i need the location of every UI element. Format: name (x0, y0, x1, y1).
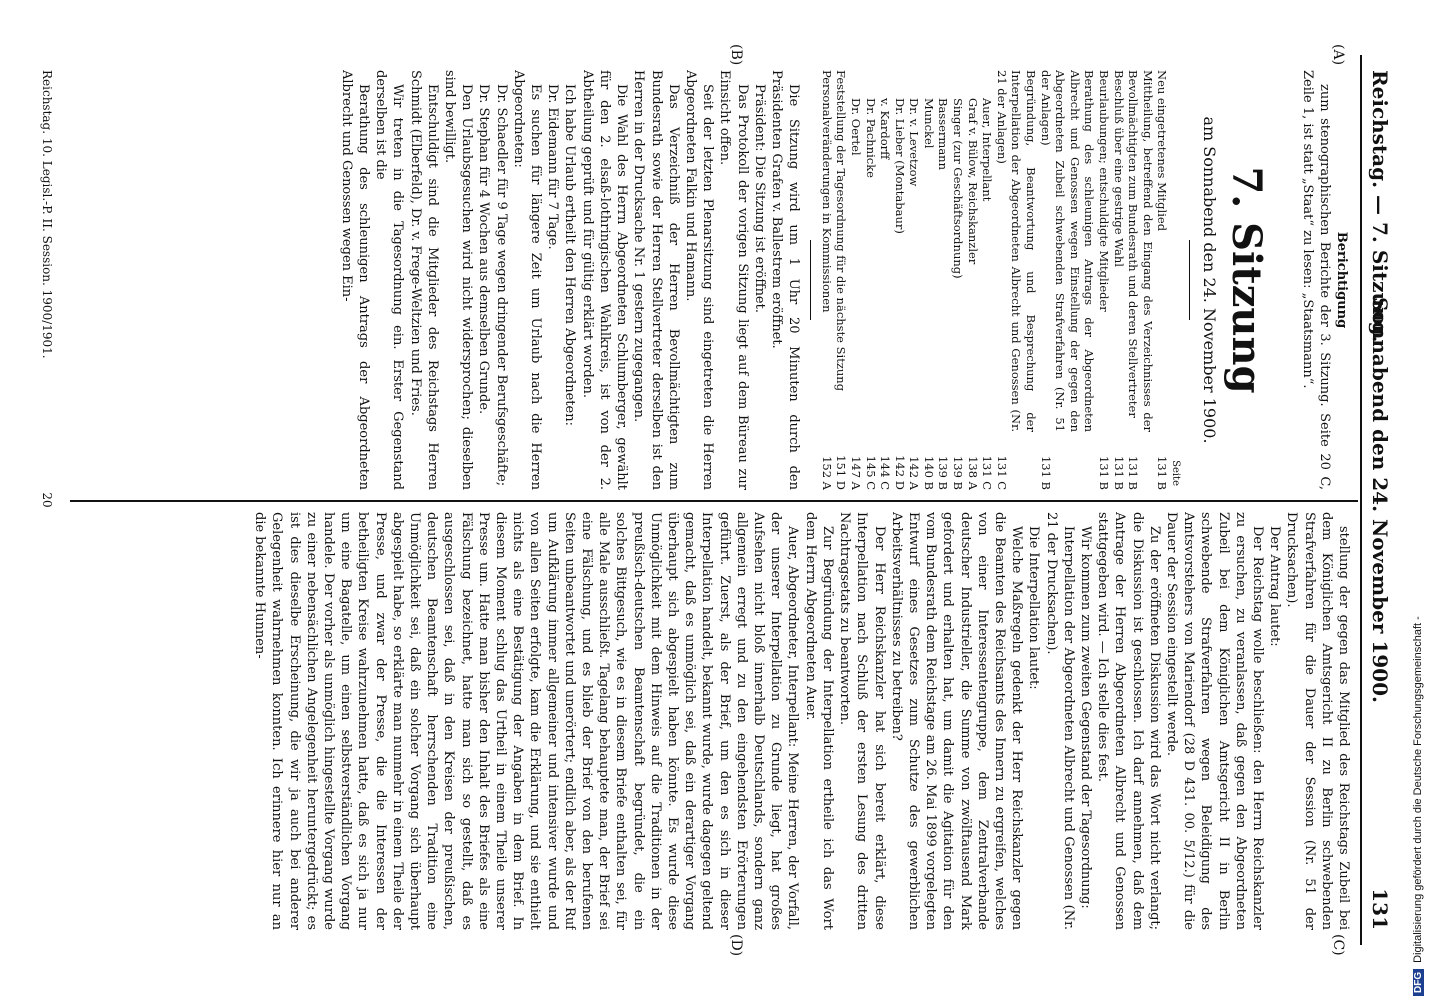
toc-row (1126, 70, 1155, 490)
title-rule (1189, 240, 1190, 320)
toc-entry-text: Dr. Lieber (Montabaur) (892, 98, 907, 234)
correction-title: Berichtigung (1334, 231, 1349, 329)
toc-entry-text: Beurlaubungen; entschuldigte Mitglieder (1097, 70, 1112, 312)
toc-row (907, 70, 922, 490)
paragraph: Wir kommen zum zweiten Gegenstand der Tagesordnung: (1077, 526, 1093, 909)
toc-entry-page: 138 A (965, 456, 980, 490)
margin-mark-b: (B) (728, 44, 744, 66)
toc-row (1038, 70, 1096, 490)
toc-entry-page: 152 A (819, 456, 834, 490)
left-column (60, 70, 1352, 490)
toc-entry-page: 142 D (892, 455, 907, 490)
paragraph: Zu der eröffneten Diskussion wird das Wort nicht verlangt; die Diskussion ist geschlossen. Ich darf annehmen, daß dem Antrage der Herren Abgeordneten Albrecht und Genossen stattgegeben wird. — Ich stelle dies fest. (1095, 512, 1162, 930)
correction-text: zum stenographischen Berichte der 3. Sitzung. Seite 20 C, Zeile 1, ist statt „Staat“ zu lesen: „Staatsmann“. (1299, 70, 1332, 490)
toc-row (994, 70, 1038, 490)
toc-entry-text: Berathung des schleunigen Antrags der Abgeordneten Albrecht und Genossen wegen Einstellung der gegen den Abgeordneten Zubeil schwebenden Strafverfahren (Nr. 51 der Anlagen) (1038, 70, 1097, 432)
footer-page-number: 20 (40, 492, 54, 508)
toc-entry-text: Beschluß über eine gestrige Wahl (1111, 70, 1126, 267)
toc-entry-text: Dr. Pachnicke (863, 98, 878, 178)
toc-entry-page: 131 B (1111, 455, 1126, 490)
toc-row (1111, 70, 1126, 490)
paragraph: Die Sitzung wird um 1 Uhr 20 Minuten durch den Präsidenten Grafen v. Ballestrem eröffnet. (768, 70, 802, 490)
paragraph: Ich habe Urlaub ertheilt den Herren Abgeordneten: (562, 84, 578, 426)
header-date: Sonnabend den 24. November 1900. (1368, 297, 1392, 703)
margin-mark-a: (A) (1330, 44, 1346, 66)
dfg-logo: DFG (1413, 969, 1424, 996)
margin-mark-c: (C) (1330, 934, 1346, 956)
toc-entry-text: Dr. Oertel (848, 98, 863, 156)
paragraph: Der Herr Reichskanzler hat sich bereit erklärt, diese Interpellation nach Schluß der ersten Lesung des dritten Nachtragsetats zu beantworten. (837, 512, 887, 930)
toc-entry-page: 147 A (848, 456, 863, 490)
toc-entry-text: Dr. v. Levetzow (907, 98, 922, 187)
toc-row (936, 70, 951, 490)
paragraph: stellung der gegen das Mitglied des Reichstags Zubeil bei dem Königlichen Amtsgericht II zu Berlin schwebenden Strafverfahren für die Dauer der Session (Nr. 51 der Drucksachen). (1284, 512, 1351, 930)
session-title: 7. Sitzung (1223, 166, 1271, 394)
toc-entry-page: 131 B (1126, 455, 1141, 490)
dfg-credit (1412, 0, 1430, 996)
column-divider (70, 500, 1358, 502)
toc-entry-text: Personalveränderungen in Kommissionen (819, 70, 834, 313)
paragraph: Berathung des schleunigen Antrags der Abgeordneten Albrecht und Genossen wegen Ein- (338, 70, 372, 490)
paragraph: Es suchen für längere Zeit um Urlaub nach die Herren Abgeordneten: (510, 70, 544, 490)
dfg-credit-strip (1408, 0, 1434, 1000)
paragraph: Der Reichstag wolle beschließen: den Herrn Reichskanzler zu ersuchen, zu veranlassen, daß gegen den Abgeordneten Zubeil bei dem Königlichen Amtsgericht II in Berlin schwebende Strafverfahren wegen Beleidigung des Amtsvorstehers von Mariendorf (28 D 431. 00. 5/12.) für die Dauer der Session eingestellt werde. (1163, 512, 1265, 930)
toc-row (980, 70, 995, 490)
paragraph: Interpellation der Abgeordneten Albrecht und Genossen (Nr. 21 der Drucksachen). (1043, 512, 1076, 930)
toc-row (878, 70, 893, 490)
paragraph: Auer, Abgeordneter, Interpellant: Meine Herren, der Vorfall, der unserer Interpellation zu Grunde liegt, hat großes Aufsehen nicht bloß innerhalb Deutschlands, sondern ganz allgemein erregt und zu den eingehendsten Erörterungen geführt. Zuerst, als der Brief, um den es sich in dieser Interpellation handelt, bekannt wurde, wurde dagegen geltend gemacht, daß es unmöglich sei, daß ein derartiger Vorgang überhaupt sich abgespielt haben könnte. Es wurde diese Unmöglichkeit mit dem Hinweis auf die Traditionen in der preußisch-deutschen Beamtenschaft begründet, die ein solches Bittgesuch, wie es in diesem Briefe enthalten sei, für alle Male ausschließt. Tagelang behauptete man, der Brief sei eine Fälschung, und es blieb der Brief von den berufenen Seiten unbeantwortet und unerörtert; endlich aber, als der Ruf um Aufklärung immer allgemeiner und intensiver wurde und von allen Seiten erfolgte, kam die Erklärung, und sie enthielt nichts als eine Bestätigung der Angaben in dem Brief. In diesem Moment schlug das Urtheil in einem Theile unserer Presse um. Hatte man bisher den Inhalt des Briefes als eine Fälschung bezeichnet, hatte man sich so gestellt, daß es ausgeschlossen sei, daß in den Kreisen der preußischen, deutschen Beamtenschaft herrschenden Tradition eine Unmöglichkeit sei, daß ein solcher Vorgang sich überhaupt abgespielt habe, so erklärte man nunmehr in einem Theile der Presse, und zwar der Presse, die die Interessen der betheiligten Kreise wahrzunehmen hatte, daß es sich ja nur um eine Bagatelle, um einen selbstverständlichen Vorgang handele. Der vorher als unmöglich hingestellte Vorgang wurde zu einer nebensächlichen Angelegenheit heruntergedrückt; es ist dies dieselbe Erscheinung, die wir ja auch bei anderer Gelegenheit wahrnehmen konnten. Ich erinnere hier nur an die bekannte Hunnen- (252, 512, 801, 930)
toc-row (863, 70, 878, 490)
toc-entry-page: 131 B (1155, 455, 1170, 490)
paragraph: Das Protokoll der vorigen Sitzung liegt auf dem Büreau zur Einsicht offen. (717, 70, 750, 490)
paragraph: Präsident: Die Sitzung ist eröffnet. (751, 84, 767, 313)
toc-entry-page: 144 C (878, 455, 893, 490)
margin-mark-d: (D) (728, 934, 744, 957)
paragraph: Die Wahl des Herrn Abgeordneten Schlumberger, gewählt für den 2. elsaß-lothringischen Wahlkreis, ist von der 2. Abtheilung geprüft und für gültig erklärt worden. (579, 70, 630, 490)
toc-page-heading: Seite (1170, 460, 1182, 486)
toc-row (1096, 70, 1111, 490)
paragraph: Die Interpellation lautet: (1026, 526, 1042, 690)
header-page-number: 131 (1368, 888, 1392, 930)
toc-row (819, 70, 834, 490)
running-header (1364, 70, 1392, 930)
paragraph: Dr. Schaedler für 9 Tage wegen dringender Berufsgeschäfte; (493, 84, 509, 487)
toc-entry-text: Singer (zur Geschäftsordnung) (951, 98, 966, 279)
paragraph: Dr. Eidemann für 7 Tage. (545, 84, 561, 250)
paragraph: Der Antrag lautet: (1267, 526, 1283, 647)
toc-entry-page: 139 B (936, 455, 951, 490)
header-left: Reichstag. — 7. Sitzung. (1368, 70, 1392, 343)
toc-entry-page: 131 B (1038, 455, 1053, 490)
toc-entry-text: Auer, Interpellant (980, 98, 995, 202)
toc-list (819, 70, 1169, 490)
paragraph: Zur Begründung der Interpellation ertheile ich das Wort dem Herrn Abgeordneten Auer. (802, 512, 835, 930)
table-of-contents (819, 70, 1181, 490)
toc-row (965, 70, 980, 490)
paragraph: Wir treten in die Tagesordnung ein. Erster Gegenstand derselben ist die (373, 70, 406, 490)
toc-entry-page: 142 A (907, 456, 922, 490)
toc-entry-page: 139 B (951, 455, 966, 490)
toc-entry-page: 131 C (994, 455, 1009, 490)
toc-entry-page: 131 B (1097, 455, 1112, 490)
toc-entry-text: Mittheilung, betreffend den Eingang des Verzeichnisses der Bevollmächtigten zum Bundesrath und deren Stellvertreter (1126, 70, 1155, 432)
toc-row (848, 70, 863, 490)
toc-row (921, 70, 936, 490)
paragraph: Das Verzeichniß der Herren Bevollmächtigten zum Bundesrath sowie der Herren Stellvertreter derselben ist den Herren in der Drucksache Nr. 1 gestern zugegangen. (631, 70, 681, 490)
session-date: am Sonnabend den 24. November 1900. (1200, 116, 1220, 444)
dfg-credit-text: Digitalisierung gefördert durch die Deutsche Forschungsgemeinschaft - (1412, 616, 1424, 963)
toc-entry-page: 145 C (863, 455, 878, 490)
toc-entry-text: v. Kardorff (878, 98, 893, 160)
toc-row (1155, 70, 1170, 490)
paragraph: Seit der letzten Plenarsitzung sind eingetreten die Herren Abgeordneten Falkin und Hamann. (682, 70, 716, 490)
toc-row (950, 70, 965, 490)
toc-entry-text: Begründung, Beantwortung und Besprechung der Interpellation der Abgeordneten Albrecht und Genossen (Nr. 21 der Anlagen) (994, 70, 1039, 432)
paragraph: Entschuldigt sind die Mitglieder des Reichstags Herren Schmidt (Elberfeld), Dr. v. Frege-Weltzien und Fries. (407, 70, 440, 490)
toc-entry-text: Bassermann (936, 98, 951, 170)
toc-entry-text: Graf v. Bülow, Reichskanzler (965, 98, 980, 265)
toc-entry-text: Feststellung der Tagesordnung für die nächste Sitzung (834, 70, 849, 392)
toc-row (834, 70, 849, 490)
right-column (60, 512, 1352, 930)
footer-imprint: Reichstag. 10. Legisl.-P. II. Session. 1900/1901. (40, 70, 54, 359)
toc-row (892, 70, 907, 490)
right-paragraphs (251, 512, 1352, 930)
toc-entry-text: Munckel (921, 98, 936, 149)
paragraph: Welche Maßregeln gedenkt der Herr Reichskanzler gegen die Beamten des Reichsamts des Innern zu ergreifen, welches von einer Interessentengruppe, dem Zentralverbande deutscher Industrieller, die Summe von zwölftausend Mark gefordert und erhalten hat, um damit die Agitation für den vom Bundesrath dem Reichstage am 26. Mai 1899 vorgelegten Entwurf eines Gesetzes zum Schutze des gewerblichen Arbeitsverhältnisses zu betreiben? (888, 512, 1025, 930)
toc-rule (810, 240, 811, 320)
header-rule (1360, 55, 1362, 945)
paragraph: Den Urlaubsgesuchen wird nicht widersprochen; dieselben sind bewilligt. (442, 70, 475, 490)
toc-entry-page: 140 B (921, 455, 936, 490)
paragraph: Dr. Stephan für 4 Wochen aus demselben Grunde. (476, 84, 492, 415)
toc-entry-page: 151 D (834, 455, 849, 490)
left-paragraphs (338, 70, 802, 490)
toc-entry-text: Neu eingetretenes Mitglied (1155, 70, 1170, 232)
toc-entry-page: 131 C (980, 455, 995, 490)
